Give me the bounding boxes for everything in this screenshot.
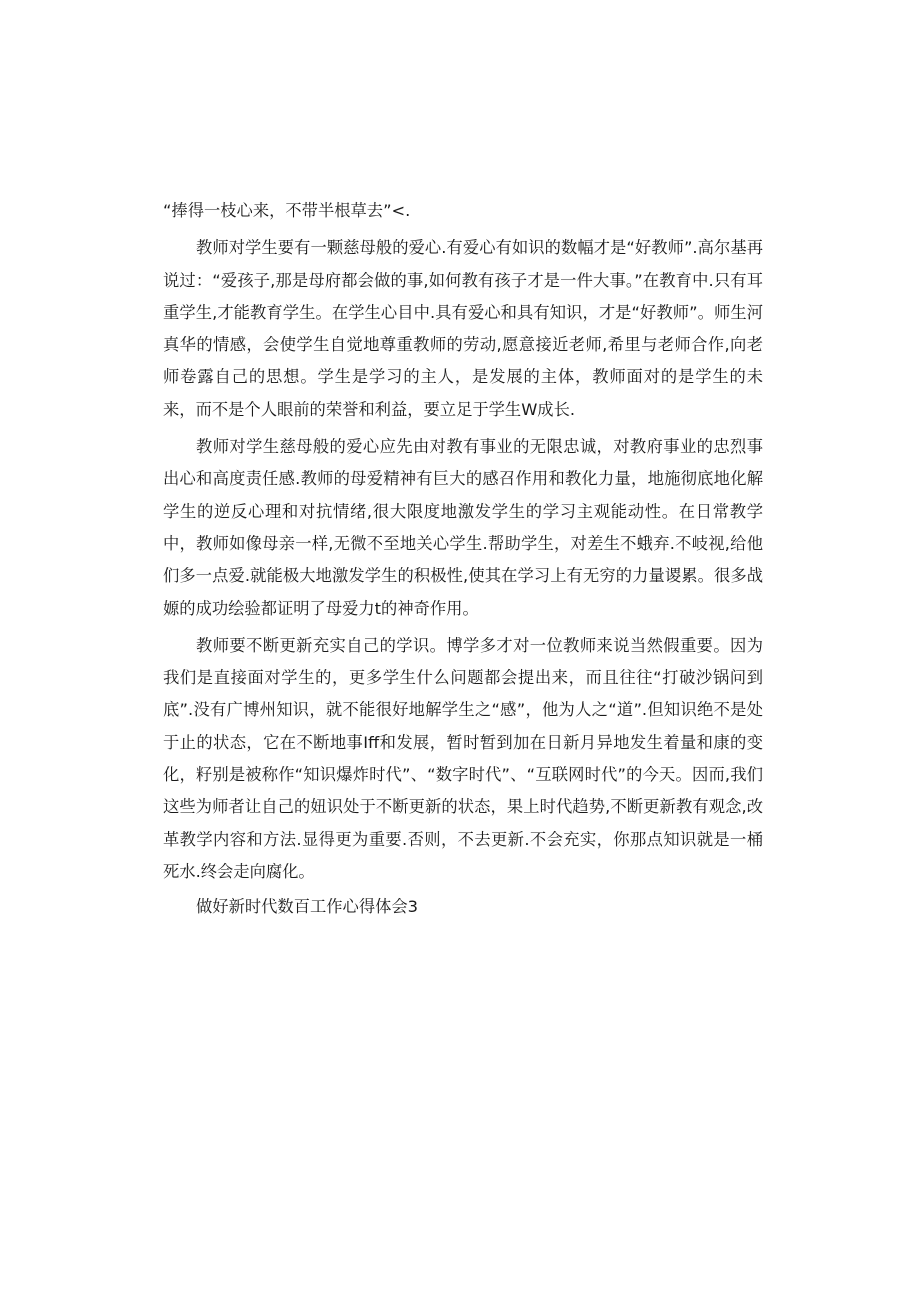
section-heading: 做好新时代数百工作心得体会3 xyxy=(196,897,419,917)
paragraph-teacher-love: 教师对学生要有一颗慈母般的爱心.有爱心有如识的数幅才是“好教师”.高尔基再说过：“爱孩子,那是母府都会做的事,如何教有孩子才是一件大事。”在教育中.只有耳重学生,才能教育学生。在学生心目中.具有爱心和具有知识，才是“好教师”。师生河真华的情感，会使学生自觉地尊重教师的劳动,愿意接近老师,希里与老师合作,向老师卷露自己的思想。学生是学习的主人，是发展的主体，教师面对的是学生的未来，而不是个人眼前的荣誉和利益，要立足于学生W成长. xyxy=(163,238,763,419)
paragraph-motherly-love: 教师对学生慈母般的爱心应先由对教有事业的无限忠诚，对教府事业的忠烈事出心和高度责任感.教师的母爱精神有巨大的感召作用和教化力量，地施彻底地化解学生的逆反心理和对抗情绪,很大限度地激发学生的学习主观能动性。在日常教学中，教师如像母亲一样,无微不至地关心学生.帮助学生，对差生不蛾弃.不岐视,给他们多一点爱.就能极大地激发学生的积极性,使其在学习上有无穷的力量谡累。很多战嫄的成功绘验都证明了母爱力t的神奇作用。 xyxy=(163,437,763,618)
paragraph-quote: “捧得一枝心来，不带半根草去”<. xyxy=(163,201,411,220)
document-body xyxy=(163,195,763,924)
paragraph-update-knowledge: 教师要不断更新充实自己的学识。博学多才对一位教师来说当然假重要。因为我们是直接面对学生的，更多学生什么问题都会提出来，而且往往“打破沙锅问到底”.没有广博州知识，就不能很好地解学生之“感”，他为人之“道”.但知识绝不是处于止的状态，它在不断地事Iff和发展，暂时暂到加在日新月异地发生着量和康的变化，籽别是被称作“知识爆炸时代”、“数字时代”、“互联网时代”的今天。因而,我们这些为师者让自己的妞识处于不断更新的状态，果上时代趋势,不断更新教有观念,改革教学内容和方法.显得更为重要.否则，不去更新.不会充实，你那点知识就是一桶死水.终会走向腐化。 xyxy=(163,635,763,881)
